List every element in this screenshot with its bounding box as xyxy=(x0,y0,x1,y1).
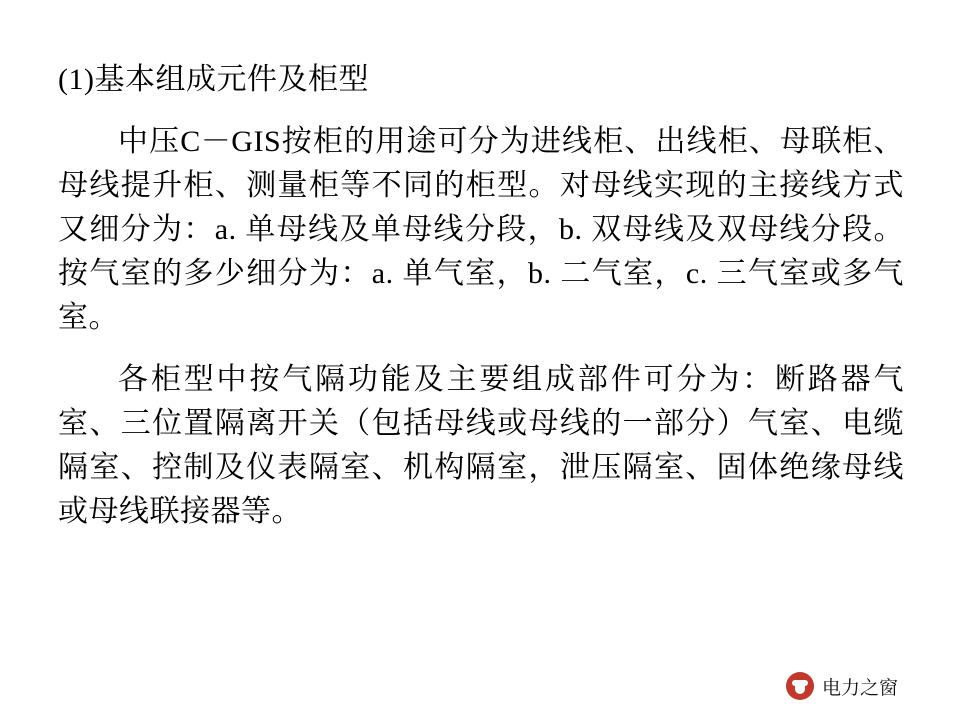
paragraph-1: 中压C－GIS按柜的用途可分为进线柜、出线柜、母联柜、母线提升柜、测量柜等不同的柜型。对母线实现的主接线方式又细分为：a. 单母线及单母线分段，b. 双母线及双母线分段。按气室的多少细分为：a. 单气室，b. 二气室，c. 三气室或多气室。 xyxy=(58,125,904,334)
slide-text-block xyxy=(58,58,904,534)
watermark xyxy=(786,672,898,700)
watermark-label: 电力之窗 xyxy=(822,677,899,699)
wechat-icon xyxy=(786,672,814,700)
section-heading: (1)基本组成元件及柜型 xyxy=(58,63,369,96)
paragraph-2: 各柜型中按气隔功能及主要组成部件可分为：断路器气室、三位置隔离开关（包括母线或母线的一部分）气室、电缆隔室、控制及仪表隔室、机构隔室，泄压隔室、固体绝缘母线或母线联接器等。 xyxy=(58,363,904,528)
